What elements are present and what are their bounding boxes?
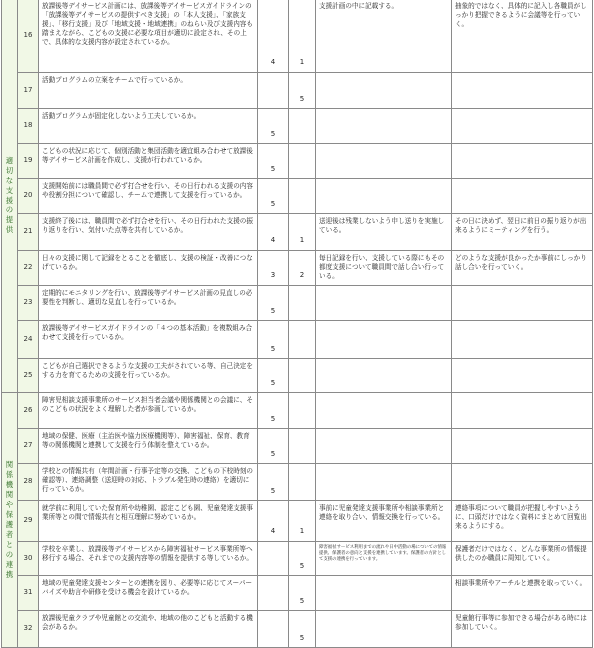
table-row — [2, 393, 593, 429]
table-row — [2, 251, 593, 286]
category-cell: 関係機関や保護者との連携 — [2, 393, 18, 648]
row-status: 支援計画の中に記載する。 — [316, 0, 452, 73]
count-a — [258, 73, 289, 109]
row-number: 23 — [18, 286, 39, 321]
count-b: 5 — [289, 73, 316, 109]
row-content: 障害児相談支援事業所のサービス担当者会議や関係機関との会議に、そのこどもの状況をよく理解した者が参画しているか。 — [39, 393, 258, 429]
row-improvement: 相談事業所やアーチルと連携を取っていく。 — [452, 576, 593, 611]
row-status — [316, 286, 452, 321]
row-improvement — [452, 179, 593, 214]
table-row — [2, 73, 593, 109]
count-a — [258, 542, 289, 576]
count-b — [289, 464, 316, 501]
count-b: 5 — [289, 576, 316, 611]
row-improvement: 児童館行事等に参加できる場合がある時には参加していく。 — [452, 611, 593, 648]
row-content: 日々の支援に関して記録をとることを徹底し、支援の検証・改善につなげているか。 — [39, 251, 258, 286]
row-number: 18 — [18, 109, 39, 144]
count-b — [289, 321, 316, 359]
table-row — [2, 286, 593, 321]
row-status — [316, 73, 452, 109]
row-status — [316, 429, 452, 464]
table-row — [2, 611, 593, 648]
row-number: 29 — [18, 501, 39, 542]
count-a: 4 — [258, 501, 289, 542]
table-row — [2, 0, 593, 73]
count-a: 5 — [258, 109, 289, 144]
row-status: 障害福祉サービス利用までの流れや日中活動の場についての情報提供、保護者の意向と支援を連携しています。保護者の方針として支援の連携を行っています。 — [316, 542, 452, 576]
row-number: 24 — [18, 321, 39, 359]
row-content: 支援終了後には、職員間で必ず打合せを行い、その日行われた支援の振り返りを行い、気付いた点等を共有しているか。 — [39, 214, 258, 251]
row-content: 活動プログラムが固定化しないよう工夫しているか。 — [39, 109, 258, 144]
count-b: 5 — [289, 611, 316, 648]
row-improvement — [452, 464, 593, 501]
count-a: 5 — [258, 144, 289, 179]
row-status — [316, 321, 452, 359]
row-status: 事前に児童発達支援事業所や相談事業所と連絡を取り合い、情報交換を行っている。 — [316, 501, 452, 542]
count-b: 2 — [289, 251, 316, 286]
table-row — [2, 214, 593, 251]
row-improvement — [452, 321, 593, 359]
table-row — [2, 179, 593, 214]
table-body — [2, 0, 593, 648]
table-row — [2, 501, 593, 542]
row-improvement — [452, 286, 593, 321]
row-content: 活動プログラムの立案をチームで行っているか。 — [39, 73, 258, 109]
row-status — [316, 179, 452, 214]
row-number: 32 — [18, 611, 39, 648]
count-a: 5 — [258, 464, 289, 501]
row-number: 26 — [18, 393, 39, 429]
row-improvement: 連絡事項について職員が把握しやすいように、口頭だけではなく資料にまとめて回覧出来るようにする。 — [452, 501, 593, 542]
row-improvement — [452, 144, 593, 179]
row-content: 就学前に利用していた保育所や幼稚園、認定こども園、児童発達支援事業所等との間で情報共有と相互理解に努めているか。 — [39, 501, 258, 542]
row-content: 地域の児童発達支援センターとの連携を図り、必要等に応じてスーパーバイズや助言や研修を受ける機会を設けているか。 — [39, 576, 258, 611]
row-content: 放課後等デイサービスガイドラインの「４つの基本活動」を複数組み合わせて支援を行っているか。 — [39, 321, 258, 359]
row-number: 19 — [18, 144, 39, 179]
row-number: 21 — [18, 214, 39, 251]
table-row — [2, 144, 593, 179]
row-content: 放課後等デイサービス計画には、放課後等デイサービスガイドラインの「放課後等デイサービスの提供すべき支援」の「本人支援」、「家族支援」、「移行支援」及び「地域支援・地域連携」のねらい及び支援内容も踏まえながら、こどもの支援に必要な項目が適切に設定され、その上で、具体的な支援内容が設定されているか。 — [39, 0, 258, 73]
row-number: 17 — [18, 73, 39, 109]
count-a: 5 — [258, 359, 289, 393]
count-b: 5 — [289, 542, 316, 576]
row-number: 25 — [18, 359, 39, 393]
count-b — [289, 429, 316, 464]
row-status — [316, 144, 452, 179]
row-number: 28 — [18, 464, 39, 501]
row-content: こどもの状況に応じて、個別活動と集団活動を適宜組み合わせて放課後等デイサービス計画を作成し、支援が行われているか。 — [39, 144, 258, 179]
row-number: 16 — [18, 0, 39, 73]
count-a: 5 — [258, 321, 289, 359]
count-b — [289, 359, 316, 393]
table-row — [2, 542, 593, 576]
row-improvement — [452, 73, 593, 109]
count-a: 5 — [258, 179, 289, 214]
row-content: 放課後児童クラブや児童館との交流や、地域の他のこどもと活動する機会があるか。 — [39, 611, 258, 648]
category-cell: 適切な支援の提供 — [2, 0, 18, 393]
table-row — [2, 429, 593, 464]
row-number: 31 — [18, 576, 39, 611]
row-status — [316, 576, 452, 611]
table-row — [2, 359, 593, 393]
table-row — [2, 109, 593, 144]
row-status — [316, 611, 452, 648]
row-improvement — [452, 429, 593, 464]
table-row — [2, 576, 593, 611]
row-content: 学校を卒業し、放課後等デイサービスから障害福祉サービス事業所等へ移行する場合、それまでの支援内容等の情報を提供する等しているか。 — [39, 542, 258, 576]
count-a: 5 — [258, 393, 289, 429]
row-improvement — [452, 359, 593, 393]
row-number: 20 — [18, 179, 39, 214]
count-a: 5 — [258, 286, 289, 321]
row-status — [316, 359, 452, 393]
row-improvement: 保護者だけではなく、どんな事業所の情報提供したのか職員に周知していく。 — [452, 542, 593, 576]
count-b — [289, 286, 316, 321]
row-improvement: どのような支援が良かったか事前にしっかり話し合いを行っていく。 — [452, 251, 593, 286]
count-b: 1 — [289, 0, 316, 73]
row-status — [316, 109, 452, 144]
row-status — [316, 393, 452, 429]
row-status — [316, 464, 452, 501]
row-improvement: 抽象的ではなく、具体的に記入し各職員がしっかり把握できるように会議等を行っていく。 — [452, 0, 593, 73]
count-b — [289, 109, 316, 144]
row-improvement — [452, 109, 593, 144]
row-improvement: その日に決めず、翌日に前日の振り返りが出来るようにミーティングを行う。 — [452, 214, 593, 251]
row-number: 22 — [18, 251, 39, 286]
count-b — [289, 179, 316, 214]
row-content: こどもが自己選択できるような支援の工夫がされている等、自己決定をする力を育てるための支援を行っているか。 — [39, 359, 258, 393]
count-b — [289, 144, 316, 179]
evaluation-table — [1, 0, 593, 648]
count-a: 4 — [258, 214, 289, 251]
row-number: 27 — [18, 429, 39, 464]
table-row — [2, 321, 593, 359]
table-row — [2, 464, 593, 501]
count-a: 4 — [258, 0, 289, 73]
count-a — [258, 611, 289, 648]
row-number: 30 — [18, 542, 39, 576]
row-content: 支援開始前には職員間で必ず打合せを行い、その日行われる支援の内容や役割分担について確認し、チームで連携して支援を行っているか。 — [39, 179, 258, 214]
count-b: 1 — [289, 501, 316, 542]
count-b — [289, 393, 316, 429]
count-a: 3 — [258, 251, 289, 286]
count-b: 1 — [289, 214, 316, 251]
row-content: 地域の保健、医療（主治医や協力医療機関等）、障害福祉、保育、教育等の関係機関と連携して支援を行う体制を整えているか。 — [39, 429, 258, 464]
row-content: 学校との情報共有（年間計画・行事予定等の交換、こどもの下校時刻の確認等）、連絡調整（送迎時の対応、トラブル発生時の連絡）を適切に行っているか。 — [39, 464, 258, 501]
row-status: 送迎後は残業しないよう申し送りを実施している。 — [316, 214, 452, 251]
row-content: 定期的にモニタリングを行い、放課後等デイサービス計画の見直しの必要性を判断し、適切な見直しを行っているか。 — [39, 286, 258, 321]
count-a: 5 — [258, 429, 289, 464]
row-status: 毎日記録を行い、支援している際にもその都度支援について職員間で話し合い行っている。 — [316, 251, 452, 286]
row-improvement — [452, 393, 593, 429]
count-a — [258, 576, 289, 611]
